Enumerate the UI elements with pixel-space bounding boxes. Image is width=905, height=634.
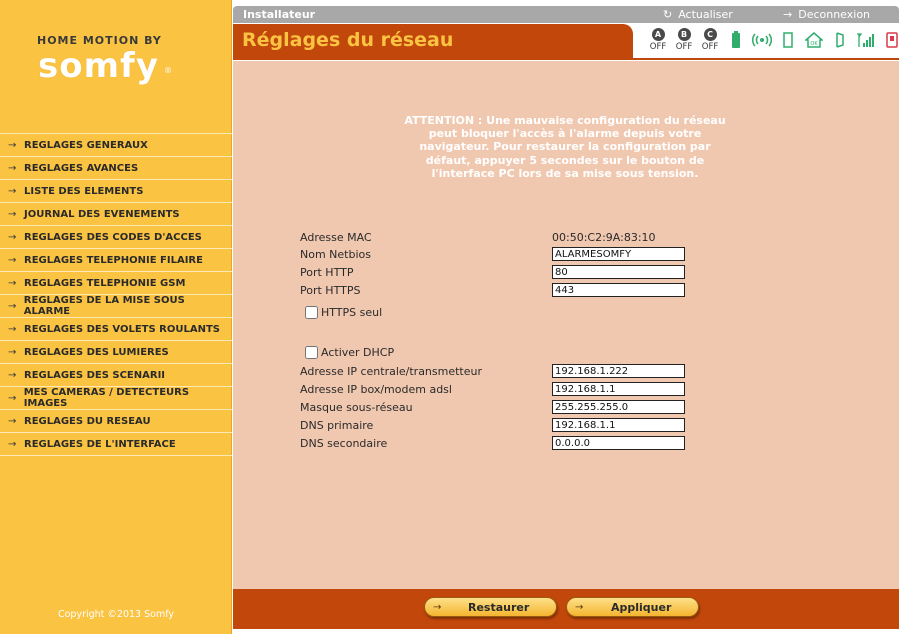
arrow-right-icon: → bbox=[8, 254, 17, 266]
logout-label: Deconnexion bbox=[798, 8, 871, 21]
https-only-checkbox[interactable] bbox=[305, 306, 318, 319]
sidebar-item-volets-roulants[interactable] bbox=[0, 318, 232, 341]
sidebar-item-label: REGLAGES TELEPHONIE GSM bbox=[24, 277, 186, 289]
arrow-right-icon: → bbox=[433, 601, 442, 613]
ip-central-row bbox=[300, 363, 720, 380]
sidebar-item-liste-elements[interactable] bbox=[0, 180, 232, 203]
https-port-label: Port HTTPS bbox=[300, 284, 361, 297]
zone-state: OFF bbox=[701, 42, 719, 52]
http-port-input[interactable] bbox=[552, 265, 685, 279]
https-port-row bbox=[300, 282, 720, 299]
sidebar-item-label: REGLAGES DES SCENARII bbox=[24, 369, 166, 381]
sidebar-item-reseau[interactable] bbox=[0, 410, 232, 433]
apply-label: Appliquer bbox=[611, 600, 672, 614]
dns-secondary-input[interactable] bbox=[552, 436, 685, 450]
subnet-mask-label: Masque sous-réseau bbox=[300, 401, 413, 414]
https-only-label: HTTPS seul bbox=[321, 305, 383, 319]
ip-central-input[interactable] bbox=[552, 364, 685, 378]
user-role: Installateur bbox=[243, 8, 316, 21]
window-icon bbox=[830, 28, 850, 52]
arrow-right-icon: → bbox=[575, 601, 584, 613]
arrow-right-icon: → bbox=[8, 415, 17, 427]
sidebar-item-label: REGLAGES DES CODES D'ACCES bbox=[24, 231, 202, 243]
sidebar-item-telephonie-gsm[interactable] bbox=[0, 272, 232, 295]
sidebar-item-journal-evenements[interactable] bbox=[0, 203, 232, 226]
refresh-link[interactable] bbox=[663, 8, 733, 21]
arrow-right-icon: → bbox=[8, 300, 17, 312]
sidebar-item-lumieres[interactable] bbox=[0, 341, 232, 364]
netbios-input[interactable] bbox=[552, 247, 685, 261]
apply-button[interactable] bbox=[566, 597, 699, 617]
title-tab bbox=[233, 24, 633, 59]
dns-primary-input[interactable] bbox=[552, 418, 685, 432]
sidebar-item-label: JOURNAL DES EVENEMENTS bbox=[24, 208, 180, 220]
https-port-input[interactable] bbox=[552, 283, 685, 297]
network-settings-panel bbox=[233, 61, 899, 589]
dhcp-checkbox[interactable] bbox=[305, 346, 318, 359]
arrow-right-icon: → bbox=[8, 139, 17, 151]
refresh-icon: ↻ bbox=[663, 8, 673, 21]
zone-a-status bbox=[648, 28, 668, 52]
top-bar bbox=[233, 6, 899, 23]
sidebar-item-interface[interactable] bbox=[0, 433, 232, 456]
zone-b-status bbox=[674, 28, 694, 52]
zone-letter: A bbox=[652, 28, 665, 41]
radio-signal-icon bbox=[752, 28, 772, 52]
sidebar-item-reglages-generaux[interactable] bbox=[0, 134, 232, 157]
battery-icon bbox=[726, 28, 746, 52]
sidebar bbox=[0, 0, 232, 634]
dns-primary-row bbox=[300, 417, 720, 434]
arrow-right-icon: → bbox=[8, 438, 17, 450]
zone-c-status bbox=[700, 28, 720, 52]
https-only-option[interactable] bbox=[305, 303, 382, 321]
sidebar-item-cameras[interactable] bbox=[0, 387, 232, 410]
logout-link[interactable] bbox=[783, 8, 870, 21]
sidebar-item-label: REGLAGES GENERAUX bbox=[24, 139, 148, 151]
restore-label: Restaurer bbox=[468, 600, 530, 614]
arrow-right-icon: → bbox=[8, 277, 17, 289]
refresh-label: Actualiser bbox=[678, 8, 733, 21]
dns-secondary-label: DNS secondaire bbox=[300, 437, 388, 450]
sidebar-item-label: REGLAGES DES LUMIERES bbox=[24, 346, 169, 358]
zone-state: OFF bbox=[675, 42, 693, 52]
dhcp-label: Activer DHCP bbox=[321, 345, 395, 359]
action-footer bbox=[233, 589, 899, 629]
sidebar-item-label: REGLAGES AVANCES bbox=[24, 162, 139, 174]
sidebar-item-label: REGLAGES DE L'INTERFACE bbox=[24, 438, 176, 450]
sidebar-item-reglages-avances[interactable] bbox=[0, 157, 232, 180]
sidebar-item-label: REGLAGES TELEPHONIE FILAIRE bbox=[24, 254, 203, 266]
somfy-logo bbox=[0, 0, 232, 132]
gsm-signal-icon bbox=[856, 28, 876, 52]
dns-primary-label: DNS primaire bbox=[300, 419, 374, 432]
arrow-right-icon: → bbox=[8, 369, 17, 381]
dns-secondary-row bbox=[300, 435, 720, 452]
sidebar-item-label: REGLAGES DES VOLETS ROULANTS bbox=[24, 323, 220, 335]
page-title: Réglages du réseau bbox=[242, 29, 454, 51]
arrow-right-icon: → bbox=[8, 185, 17, 197]
arrow-right-icon: → bbox=[8, 208, 17, 220]
http-port-label: Port HTTP bbox=[300, 266, 354, 279]
zone-state: OFF bbox=[649, 42, 667, 52]
mac-address-row bbox=[300, 229, 720, 246]
http-port-row bbox=[300, 264, 720, 281]
restore-button[interactable] bbox=[424, 597, 557, 617]
door-icon bbox=[778, 28, 798, 52]
sidebar-menu bbox=[0, 133, 232, 456]
netbios-label: Nom Netbios bbox=[300, 248, 371, 261]
netbios-row bbox=[300, 246, 720, 263]
sidebar-item-label: LISTE DES ELEMENTS bbox=[24, 185, 144, 197]
page-header bbox=[233, 23, 899, 60]
brand-name: somfy bbox=[38, 46, 159, 86]
zone-letter: B bbox=[678, 28, 691, 41]
arrow-right-icon: → bbox=[8, 323, 17, 335]
mac-address-label: Adresse MAC bbox=[300, 231, 372, 244]
ip-box-input[interactable] bbox=[552, 382, 685, 396]
sidebar-item-codes-acces[interactable] bbox=[0, 226, 232, 249]
arrow-right-icon: → bbox=[8, 231, 17, 243]
ip-box-row bbox=[300, 381, 720, 398]
ip-central-label: Adresse IP centrale/transmetteur bbox=[300, 365, 483, 378]
sidebar-item-label: REGLAGES DE LA MISE SOUS ALARME bbox=[23, 295, 185, 317]
dhcp-option[interactable] bbox=[305, 343, 394, 361]
sidebar-item-label: MES CAMERAS / DETECTEURS IMAGES bbox=[23, 387, 190, 409]
status-bar bbox=[648, 28, 902, 56]
sidebar-item-scenarii[interactable] bbox=[0, 364, 232, 387]
zone-letter: C bbox=[704, 28, 717, 41]
brand-tagline: HOME MOTION BY bbox=[37, 34, 162, 47]
svg-text:OK: OK bbox=[810, 41, 818, 47]
arrow-right-icon: → bbox=[8, 162, 17, 174]
brand-registered-mark: ® bbox=[164, 66, 172, 75]
subnet-mask-row bbox=[300, 399, 720, 416]
sidebar-item-telephonie-filaire[interactable] bbox=[0, 249, 232, 272]
arrow-right-icon: → bbox=[783, 8, 793, 21]
sidebar-item-mise-sous-alarme[interactable] bbox=[0, 295, 232, 318]
alert-device-icon bbox=[882, 28, 902, 52]
subnet-mask-input[interactable] bbox=[552, 400, 685, 414]
warning-message: ATTENTION : Une mauvaise configuration du réseau peut bloquer l'accès à l'alarme depuis votre navigateur. Pour restaurer la configuration par défaut, appuyer 5 secondes sur le bouton de l'interface PC lors de sa mise sous tension. bbox=[404, 114, 726, 180]
sidebar-item-label: REGLAGES DU RESEAU bbox=[24, 415, 151, 427]
ip-box-label: Adresse IP box/modem adsl bbox=[300, 383, 452, 396]
copyright-text: Copyright ©2013 Somfy bbox=[57, 609, 175, 620]
mac-address-value: 00:50:C2:9A:83:10 bbox=[552, 231, 656, 244]
arrow-right-icon: → bbox=[8, 346, 17, 358]
home-ok-icon bbox=[804, 28, 824, 52]
arrow-right-icon: → bbox=[8, 392, 17, 404]
